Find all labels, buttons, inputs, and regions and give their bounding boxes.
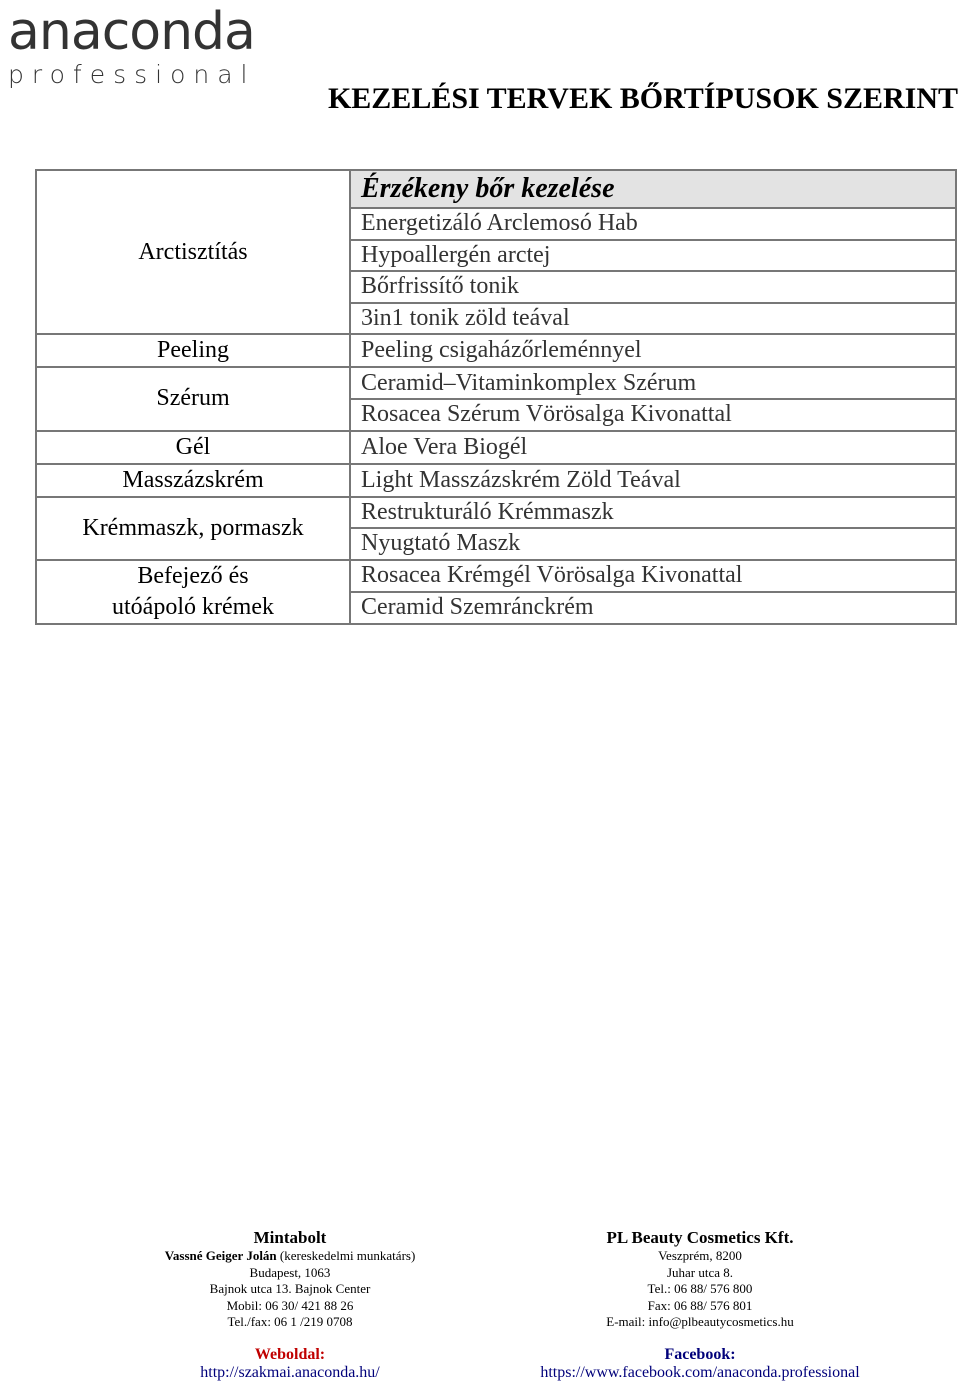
category-cell <box>36 170 350 334</box>
category-label: Arctisztítás <box>138 238 248 265</box>
category-label: Gél <box>175 433 211 460</box>
shop-mobile: Mobil: 06 30/ 421 88 26 <box>226 1297 354 1313</box>
product-cell: Hypoallergén arctej <box>350 240 956 272</box>
document-title: KEZELÉSI TERVEK BŐRTÍPUSOK SZERINT <box>327 82 958 115</box>
company-title: PL Beauty Cosmetics Kft. <box>606 1228 794 1247</box>
contact-name: Vassné Geiger Jolán <box>164 1248 277 1263</box>
company-fax: Fax: 06 88/ 576 801 <box>647 1297 753 1313</box>
category-cell <box>36 431 350 464</box>
footer-left-contact <box>140 1228 440 1382</box>
product-cell: Rosacea Szérum Vörösalga Kivonattal <box>350 399 956 431</box>
product-cell: Ceramid–Vitaminkomplex Szérum <box>350 367 956 399</box>
facebook-link[interactable]: https://www.facebook.com/anaconda.professional <box>540 1364 860 1381</box>
company-tel: Tel.: 06 88/ 576 800 <box>647 1281 753 1296</box>
facebook-label: Facebook: <box>664 1345 736 1363</box>
product-cell: Rosacea Krémgél Vörösalga Kivonattal <box>350 560 956 592</box>
table-row <box>36 431 956 464</box>
table-row <box>36 367 956 399</box>
table-heading: Érzékeny bőr kezelése <box>350 170 956 208</box>
category-cell <box>36 464 350 497</box>
product-cell: Peeling csigaházőrleménnyel <box>350 334 956 367</box>
category-label: Krémmaszk, pormaszk <box>82 514 304 541</box>
website-label: Weboldal: <box>254 1345 326 1363</box>
table-row <box>36 560 956 592</box>
product-cell: Nyugtató Maszk <box>350 528 956 560</box>
contact-person <box>140 1248 440 1265</box>
category-cell <box>36 560 350 624</box>
category-label: Peeling <box>157 337 229 364</box>
company-city: Veszprém, 8200 <box>658 1248 742 1263</box>
contact-role: (kereskedelmi munkatárs) <box>279 1248 416 1263</box>
shop-address: Bajnok utca 13. Bajnok Center <box>209 1281 371 1296</box>
category-label: Befejező és utóápoló krémek <box>112 562 274 620</box>
shop-city: Budapest, 1063 <box>249 1264 331 1280</box>
company-address: Juhar utca 8. <box>666 1264 734 1280</box>
company-email[interactable]: E-mail: info@plbeautycosmetics.hu <box>606 1314 794 1329</box>
logo-sub-text: professional <box>8 60 256 89</box>
shop-telfax: Tel./fax: 06 1 /219 0708 <box>227 1314 353 1329</box>
product-cell: Aloe Vera Biogél <box>350 431 956 464</box>
logo-main-text: anaconda <box>8 2 255 62</box>
product-cell: Light Masszázskrém Zöld Teával <box>350 464 956 497</box>
table-row <box>36 334 956 367</box>
product-cell: Bőrfrissítő tonik <box>350 271 956 303</box>
treatment-plan-table <box>35 169 957 625</box>
anaconda-logo <box>8 2 255 88</box>
table-row <box>36 170 956 208</box>
category-label: Masszázskrém <box>122 466 264 493</box>
category-cell <box>36 367 350 430</box>
website-link[interactable]: http://szakmai.anaconda.hu/ <box>200 1364 380 1381</box>
table-row <box>36 464 956 497</box>
category-cell <box>36 497 350 560</box>
product-cell: Energetizáló Arclemosó Hab <box>350 208 956 240</box>
product-cell: Ceramid Szemránckrém <box>350 592 956 624</box>
category-cell <box>36 334 350 367</box>
table-row <box>36 497 956 529</box>
shop-title: Mintabolt <box>253 1228 327 1247</box>
product-cell: 3in1 tonik zöld teával <box>350 303 956 335</box>
product-cell: Restrukturáló Krémmaszk <box>350 497 956 529</box>
category-label: Szérum <box>156 385 230 412</box>
footer-right-contact <box>520 1228 880 1382</box>
